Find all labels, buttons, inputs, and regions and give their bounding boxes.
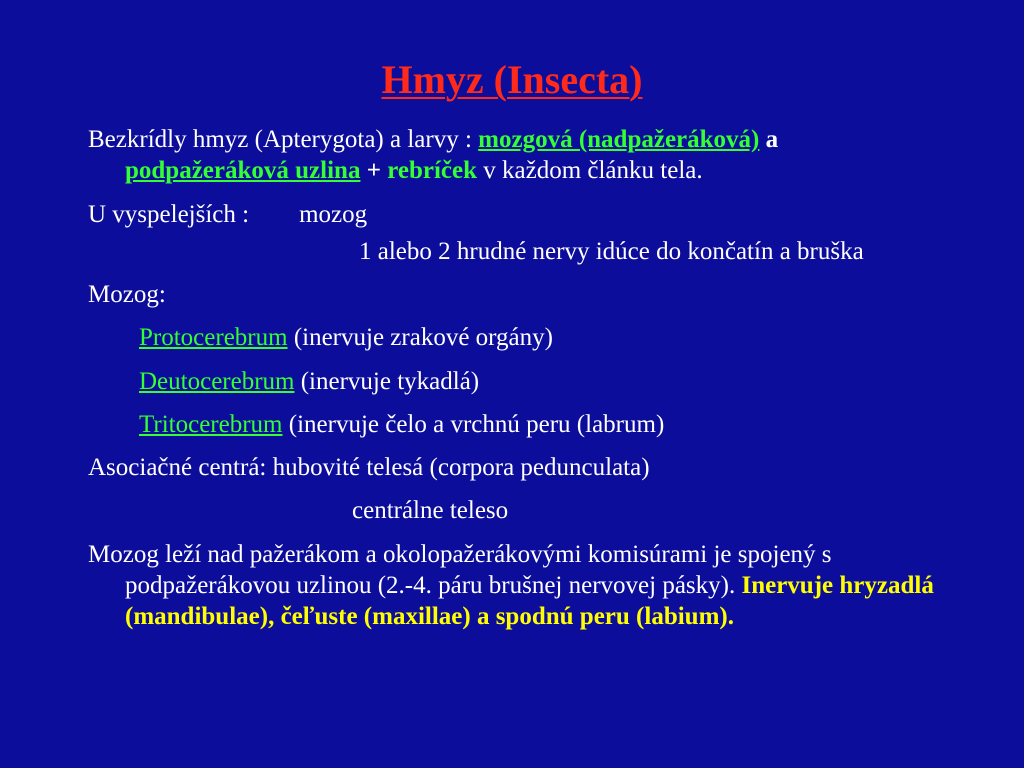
text-centralne-teleso: centrálne teleso [352,497,509,525]
term-tritocerebrum: Tritocerebrum [139,410,283,438]
text-mozog-heading: Mozog: [88,281,166,308]
paragraph-hrudne-nervy [88,236,948,267]
term-mozgova: mozgová (nadpažeráková) [478,126,760,153]
paragraph-mozog-lezi [88,539,948,633]
paragraph-apterygota [88,124,948,187]
paragraph-tritocerebrum [88,409,948,440]
text-v-kazdom: v každom článku tela. [477,157,703,185]
term-deutocerebrum: Deutocerebrum [139,367,295,395]
text-mozog: mozog [299,200,368,228]
text-deutocerebrum-desc: (inervuje tykadlá) [294,367,480,395]
text-mozog-lezi: Mozog leží nad pažerákom a okolopažerákovými komisúrami je spojený s podpažerákovou uzlinou (2.-4. páru brušnej nervovej pásky). [88,540,832,599]
text-a: a [759,126,779,153]
term-rebricek: rebríček [387,157,477,185]
paragraph-centralne-teleso [88,495,948,526]
text-u-vyspelejsich: U vyspelejších : [88,200,250,228]
text-inervuje-hryzadla: Inervuje hryzadlá (mandibulae), čeľuste (maxillae) a spodnú peru (labium). [125,571,934,630]
text-tritocerebrum-desc: (inervuje čelo a vrchnú peru (labrum) [282,410,665,438]
text-plus: + [360,157,388,185]
term-podpazerakova-uzlina: podpažeráková uzlina [125,157,361,185]
text-protocerebrum-desc: (inervuje zrakové orgány) [287,324,553,352]
term-protocerebrum: Protocerebrum [139,324,288,352]
paragraph-asociacne-centra [88,452,948,483]
paragraph-mozog-heading [88,279,948,310]
text-asociacne-centra: Asociačné centrá: hubovité telesá (corpora pedunculata) [88,454,650,481]
slide-body [88,124,948,644]
paragraph-protocerebrum [88,322,948,353]
text-apterygota-intro: Bezkrídly hmyz (Apterygota) a larvy : [88,126,479,153]
text-hrudne-nervy: 1 alebo 2 hrudné nervy idúce do končatín a bruška [359,237,864,265]
paragraph-deutocerebrum [88,366,948,397]
slide-title: Hmyz (Insecta) [381,57,643,102]
paragraph-vyspelejsich [88,199,948,230]
